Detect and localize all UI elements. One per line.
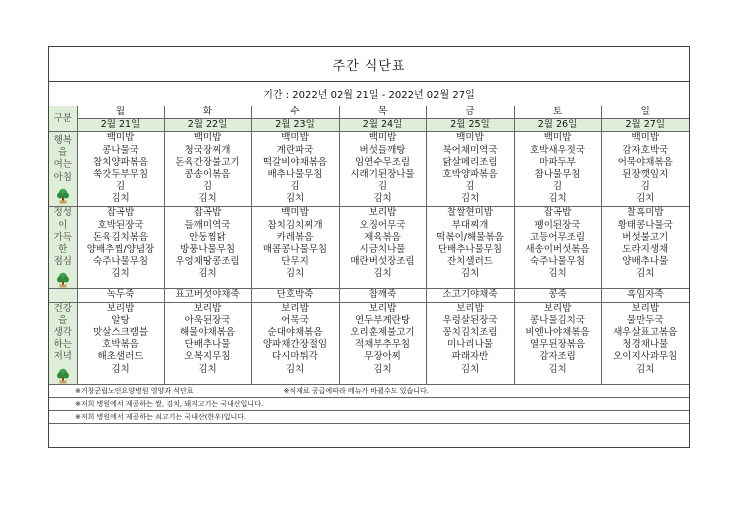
dish-item: 김치 (373, 193, 392, 205)
dish-item: 매란버섯장조림 (350, 256, 415, 268)
gubun-header: 구분 (49, 106, 77, 132)
dish-item: 잡곡밥 (543, 207, 572, 219)
dish-item: 아욱된장국 (184, 314, 231, 326)
day-header: 토 (514, 106, 601, 119)
dish-item: 알탕 (111, 314, 130, 326)
dish-item: 우엉채땅콩조림 (175, 256, 240, 268)
date-header: 2월 22일 (164, 119, 251, 132)
dish-item: 꽁치김치조림 (442, 327, 498, 339)
menu-cell (426, 302, 514, 384)
dish-item: 양배추나물 (622, 256, 669, 268)
dish-item: 돈육간장불고기 (175, 156, 240, 168)
menu-cell (601, 132, 689, 207)
dish-item: 들깨미역국 (184, 219, 231, 231)
dish-item: 부대찌개 (451, 219, 489, 231)
meal-label-line: 행복을 (53, 135, 72, 159)
snack-row (49, 289, 689, 302)
snack-label-cell (49, 289, 77, 302)
meal-label-line: 정성이 (53, 207, 72, 231)
dish-item: 잡곡밥 (106, 207, 135, 219)
dish-item: 어묵국 (281, 314, 309, 326)
dish-item: 단배추나물 (184, 339, 231, 351)
dish-item: 안동찜닭 (189, 231, 226, 243)
dish-item: 보리밥 (631, 302, 660, 314)
menu-cell (339, 132, 426, 207)
dish-item: 물만두국 (626, 314, 664, 326)
dish-item: 버섯들깨탕 (359, 144, 406, 156)
dish-item: 보리밥 (543, 302, 572, 314)
dish-item: 파래자반 (451, 351, 489, 363)
dish-item: 고등어무조림 (529, 231, 586, 243)
day-header: 일 (601, 106, 689, 119)
dish-item: 팽이된장국 (534, 219, 581, 231)
meal-row (49, 132, 689, 207)
snack-cell: 소고기야채죽 (426, 289, 514, 302)
meal-row (49, 207, 689, 289)
meal-label-line: 건강을 (53, 302, 72, 326)
dish-item: 백미밥 (106, 132, 135, 144)
meal-label-line: 가득한 (53, 231, 72, 256)
dish-item: 오이지사과무침 (613, 351, 678, 363)
menu-cell (164, 207, 251, 289)
dish-item: 오복지무침 (184, 351, 231, 363)
dish-item: 콩나물김치국 (529, 314, 586, 326)
date-row (49, 119, 689, 132)
dish-item: 백미밥 (281, 207, 309, 219)
menu-cell (164, 302, 251, 384)
dish-item: 새송이버섯볶음 (525, 244, 590, 256)
meal-label-cell (49, 207, 77, 289)
dish-item: 시금치나물 (359, 244, 406, 256)
dish-item: 감자호박국 (622, 144, 669, 156)
menu-cell (601, 207, 689, 289)
meal-label-cell (49, 132, 77, 207)
meal-label-line: 저녁 (53, 351, 72, 363)
date-header: 2월 27일 (601, 119, 689, 132)
dish-item: 참치양파볶음 (92, 156, 149, 168)
note-text-right: ※식재료 공급에따라 메뉴가 바뀔수도 있습니다. (283, 386, 429, 395)
dish-item: 단무지 (281, 256, 309, 268)
dish-item: 보리밥 (368, 302, 397, 314)
green-tree-icon (56, 272, 70, 288)
dish-item: 도라지생채 (622, 244, 669, 256)
meal-rows (49, 132, 689, 384)
snack-cell: 단호박죽 (251, 289, 339, 302)
note-text: ※저희 병원에서 제공하는 쌀, 김치, 돼지고기는 국내산입니다. (75, 399, 264, 408)
meal-label-line: 점심 (53, 256, 72, 268)
dish-item: 김 (552, 181, 563, 193)
dish-item: 김 (290, 181, 300, 193)
dish-item: 양파채간장절임 (262, 339, 328, 351)
page-title: 주간 식단표 (49, 47, 689, 82)
meal-label-cell (49, 302, 77, 384)
menu-sheet (48, 46, 690, 448)
dish-item: 연두부계란탕 (354, 314, 411, 326)
dish-item: 김치 (285, 193, 305, 205)
menu-cell (77, 302, 164, 384)
dish-item: 보리밥 (368, 207, 397, 219)
dish-item: 백미밥 (281, 132, 309, 144)
green-tree-icon (56, 188, 70, 204)
menu-cell (251, 132, 339, 207)
snack-cell: 표고버섯야채죽 (164, 289, 251, 302)
weekly-menu-table (49, 106, 689, 424)
note-cell (49, 397, 689, 410)
dish-item: 숙주나물무침 (92, 256, 149, 268)
dish-item: 김치 (636, 268, 655, 280)
dish-item: 김치 (373, 268, 392, 280)
note-row (49, 397, 689, 410)
dish-item: 비엔나야채볶음 (525, 327, 590, 339)
dish-item: 김 (465, 181, 475, 193)
date-header: 2월 23일 (251, 119, 339, 132)
menu-cell (251, 302, 339, 384)
day-header: 수 (251, 106, 339, 119)
meal-label-line: 여는 (53, 159, 72, 171)
dish-item: 단배추나물무침 (437, 244, 503, 256)
menu-cell (77, 207, 164, 289)
day-header: 화 (164, 106, 251, 119)
dish-item: 김치 (111, 363, 130, 375)
dish-item: 떡갈비야채볶음 (262, 156, 328, 168)
dish-item: 백미밥 (543, 132, 572, 144)
dish-item: 새우살표고볶음 (613, 327, 678, 339)
dish-item: 맛살스크램블 (92, 327, 149, 339)
dish-item: 계란파국 (276, 144, 314, 156)
note-text: ※거창군립노인요양병원 영양과 식단표 (75, 386, 194, 395)
dish-item: 떡볶이/해물볶음 (436, 231, 504, 243)
dish-item: 어묵야채볶음 (617, 156, 673, 168)
dish-item: 백미밥 (193, 132, 222, 144)
menu-cell (514, 207, 601, 289)
menu-cell (251, 207, 339, 289)
meal-row (49, 302, 689, 384)
dish-item: 오리훈제불고기 (350, 327, 415, 339)
dish-item: 김치 (198, 363, 217, 375)
snack-cell: 녹두죽 (77, 289, 164, 302)
menu-cell (339, 207, 426, 289)
dish-item: 제육볶음 (364, 231, 401, 243)
dish-item: 보리밥 (456, 302, 484, 314)
dish-item: 황태콩나물국 (617, 219, 673, 231)
menu-cell (601, 302, 689, 384)
note-row (49, 411, 689, 424)
dish-item: 시래기된장나물 (350, 169, 415, 181)
dish-item: 청국장찌개 (184, 144, 231, 156)
dish-item: 보리밥 (193, 302, 222, 314)
date-header: 2월 26일 (514, 119, 601, 132)
dish-item: 참나물무침 (534, 169, 581, 181)
dish-item: 김치 (460, 363, 480, 375)
menu-cell (514, 132, 601, 207)
menu-cell (77, 132, 164, 207)
dish-item: 김치 (636, 363, 655, 375)
menu-cell (339, 302, 426, 384)
dish-item: 감자조림 (539, 351, 576, 363)
date-header: 2월 24일 (339, 119, 426, 132)
dish-item: 김치 (285, 268, 305, 280)
dish-item: 김치 (636, 193, 655, 205)
dish-item: 쑥갓두부무침 (92, 169, 149, 181)
dish-item: 미나리나물 (447, 339, 493, 351)
dish-item: 백미밥 (631, 132, 660, 144)
dish-item: 콩송이볶음 (184, 169, 231, 181)
dish-item: 김치 (198, 193, 217, 205)
dish-item: 김치 (373, 363, 392, 375)
day-header: 목 (339, 106, 426, 119)
dish-item: 김치 (111, 268, 130, 280)
dish-item: 순대야채볶음 (267, 327, 323, 339)
dish-item: 잔치샐러드 (447, 256, 493, 268)
dish-item: 된장깻잎지 (622, 169, 669, 181)
dish-item: 마파두부 (539, 156, 576, 168)
date-header: 2월 25일 (426, 119, 514, 132)
menu-cell (426, 132, 514, 207)
dish-item: 보리밥 (281, 302, 309, 314)
dish-item: 김치 (548, 363, 567, 375)
dish-item: 숙주나물무침 (529, 256, 586, 268)
dish-item: 콩나물국 (102, 144, 139, 156)
dish-item: 호박된장국 (97, 219, 144, 231)
meal-label-line: 생각하는 (53, 327, 72, 351)
menu-cell (426, 207, 514, 289)
note-rows (49, 384, 689, 424)
meal-label-line: 아침 (53, 171, 72, 183)
dish-item: 백미밥 (368, 132, 397, 144)
dish-item: 잡곡밥 (193, 207, 222, 219)
dish-item: 다시마튀각 (272, 351, 318, 363)
dish-item: 매콤콩나물무침 (262, 244, 328, 256)
day-header: 금 (426, 106, 514, 119)
note-cell (49, 411, 689, 424)
dish-item: 오징어무국 (359, 219, 406, 231)
dish-item: 청경채나물 (622, 339, 669, 351)
dish-item: 김치 (285, 363, 305, 375)
dish-item: 방풍나물무침 (179, 244, 236, 256)
dish-item: 김치 (548, 193, 567, 205)
dish-item: 김 (115, 181, 126, 193)
snack-cell: 참깨죽 (339, 289, 426, 302)
snack-cell: 흑임자죽 (601, 289, 689, 302)
dish-item: 돈육김치볶음 (92, 231, 149, 243)
dish-item: 임연수무조림 (354, 156, 411, 168)
dish-item: 호박양파볶음 (442, 169, 498, 181)
note-text: ※저희 병원에서 제공하는 쇠고기는 국내산(한우)입니다. (75, 413, 247, 422)
snack-cell: 콩죽 (514, 289, 601, 302)
day-row (49, 106, 689, 119)
dish-item: 해초샐러드 (97, 351, 144, 363)
dish-item: 무장아찌 (364, 351, 401, 363)
dish-item: 해물야채볶음 (179, 327, 236, 339)
green-tree-icon (56, 368, 70, 384)
menu-cell (514, 302, 601, 384)
dish-item: 배추나물무침 (267, 169, 323, 181)
menu-period: 기간 : 2022년 02월 21일 - 2022년 02월 27일 (49, 81, 689, 107)
dish-item: 닭살메리조림 (442, 156, 498, 168)
dish-item: 김 (202, 181, 213, 193)
menu-cell (164, 132, 251, 207)
dish-item: 김치 (198, 268, 217, 280)
dish-item: 찰흑미밥 (626, 207, 664, 219)
dish-item: 참치김치찌개 (267, 219, 323, 231)
dish-item: 찰쌀현미밥 (447, 207, 493, 219)
dish-item: 열무된장볶음 (529, 339, 586, 351)
note-cell (49, 384, 689, 397)
dish-item: 김 (377, 181, 388, 193)
dish-item: 카레볶음 (276, 231, 314, 243)
dish-item: 김 (640, 181, 650, 193)
dish-item: 호박볶음 (102, 339, 139, 351)
date-header: 2월 21일 (77, 119, 164, 132)
dish-item: 백미밥 (456, 132, 484, 144)
dish-item: 보리밥 (106, 302, 135, 314)
dish-item: 김치 (111, 193, 130, 205)
dish-item: 양배추찜/양념장 (86, 244, 155, 256)
dish-item: 호박새우젓국 (529, 144, 586, 156)
note-row (49, 384, 689, 397)
dish-item: 우렁살된장국 (442, 314, 498, 326)
dish-item: 적채부추무침 (354, 339, 411, 351)
dish-item: 북어채미역국 (442, 144, 498, 156)
dish-item: 버섯불고기 (622, 231, 669, 243)
dish-item: 김치 (548, 268, 567, 280)
day-header: 월 (77, 106, 164, 119)
dish-item: 김치 (460, 193, 480, 205)
dish-item: 김치 (460, 268, 480, 280)
